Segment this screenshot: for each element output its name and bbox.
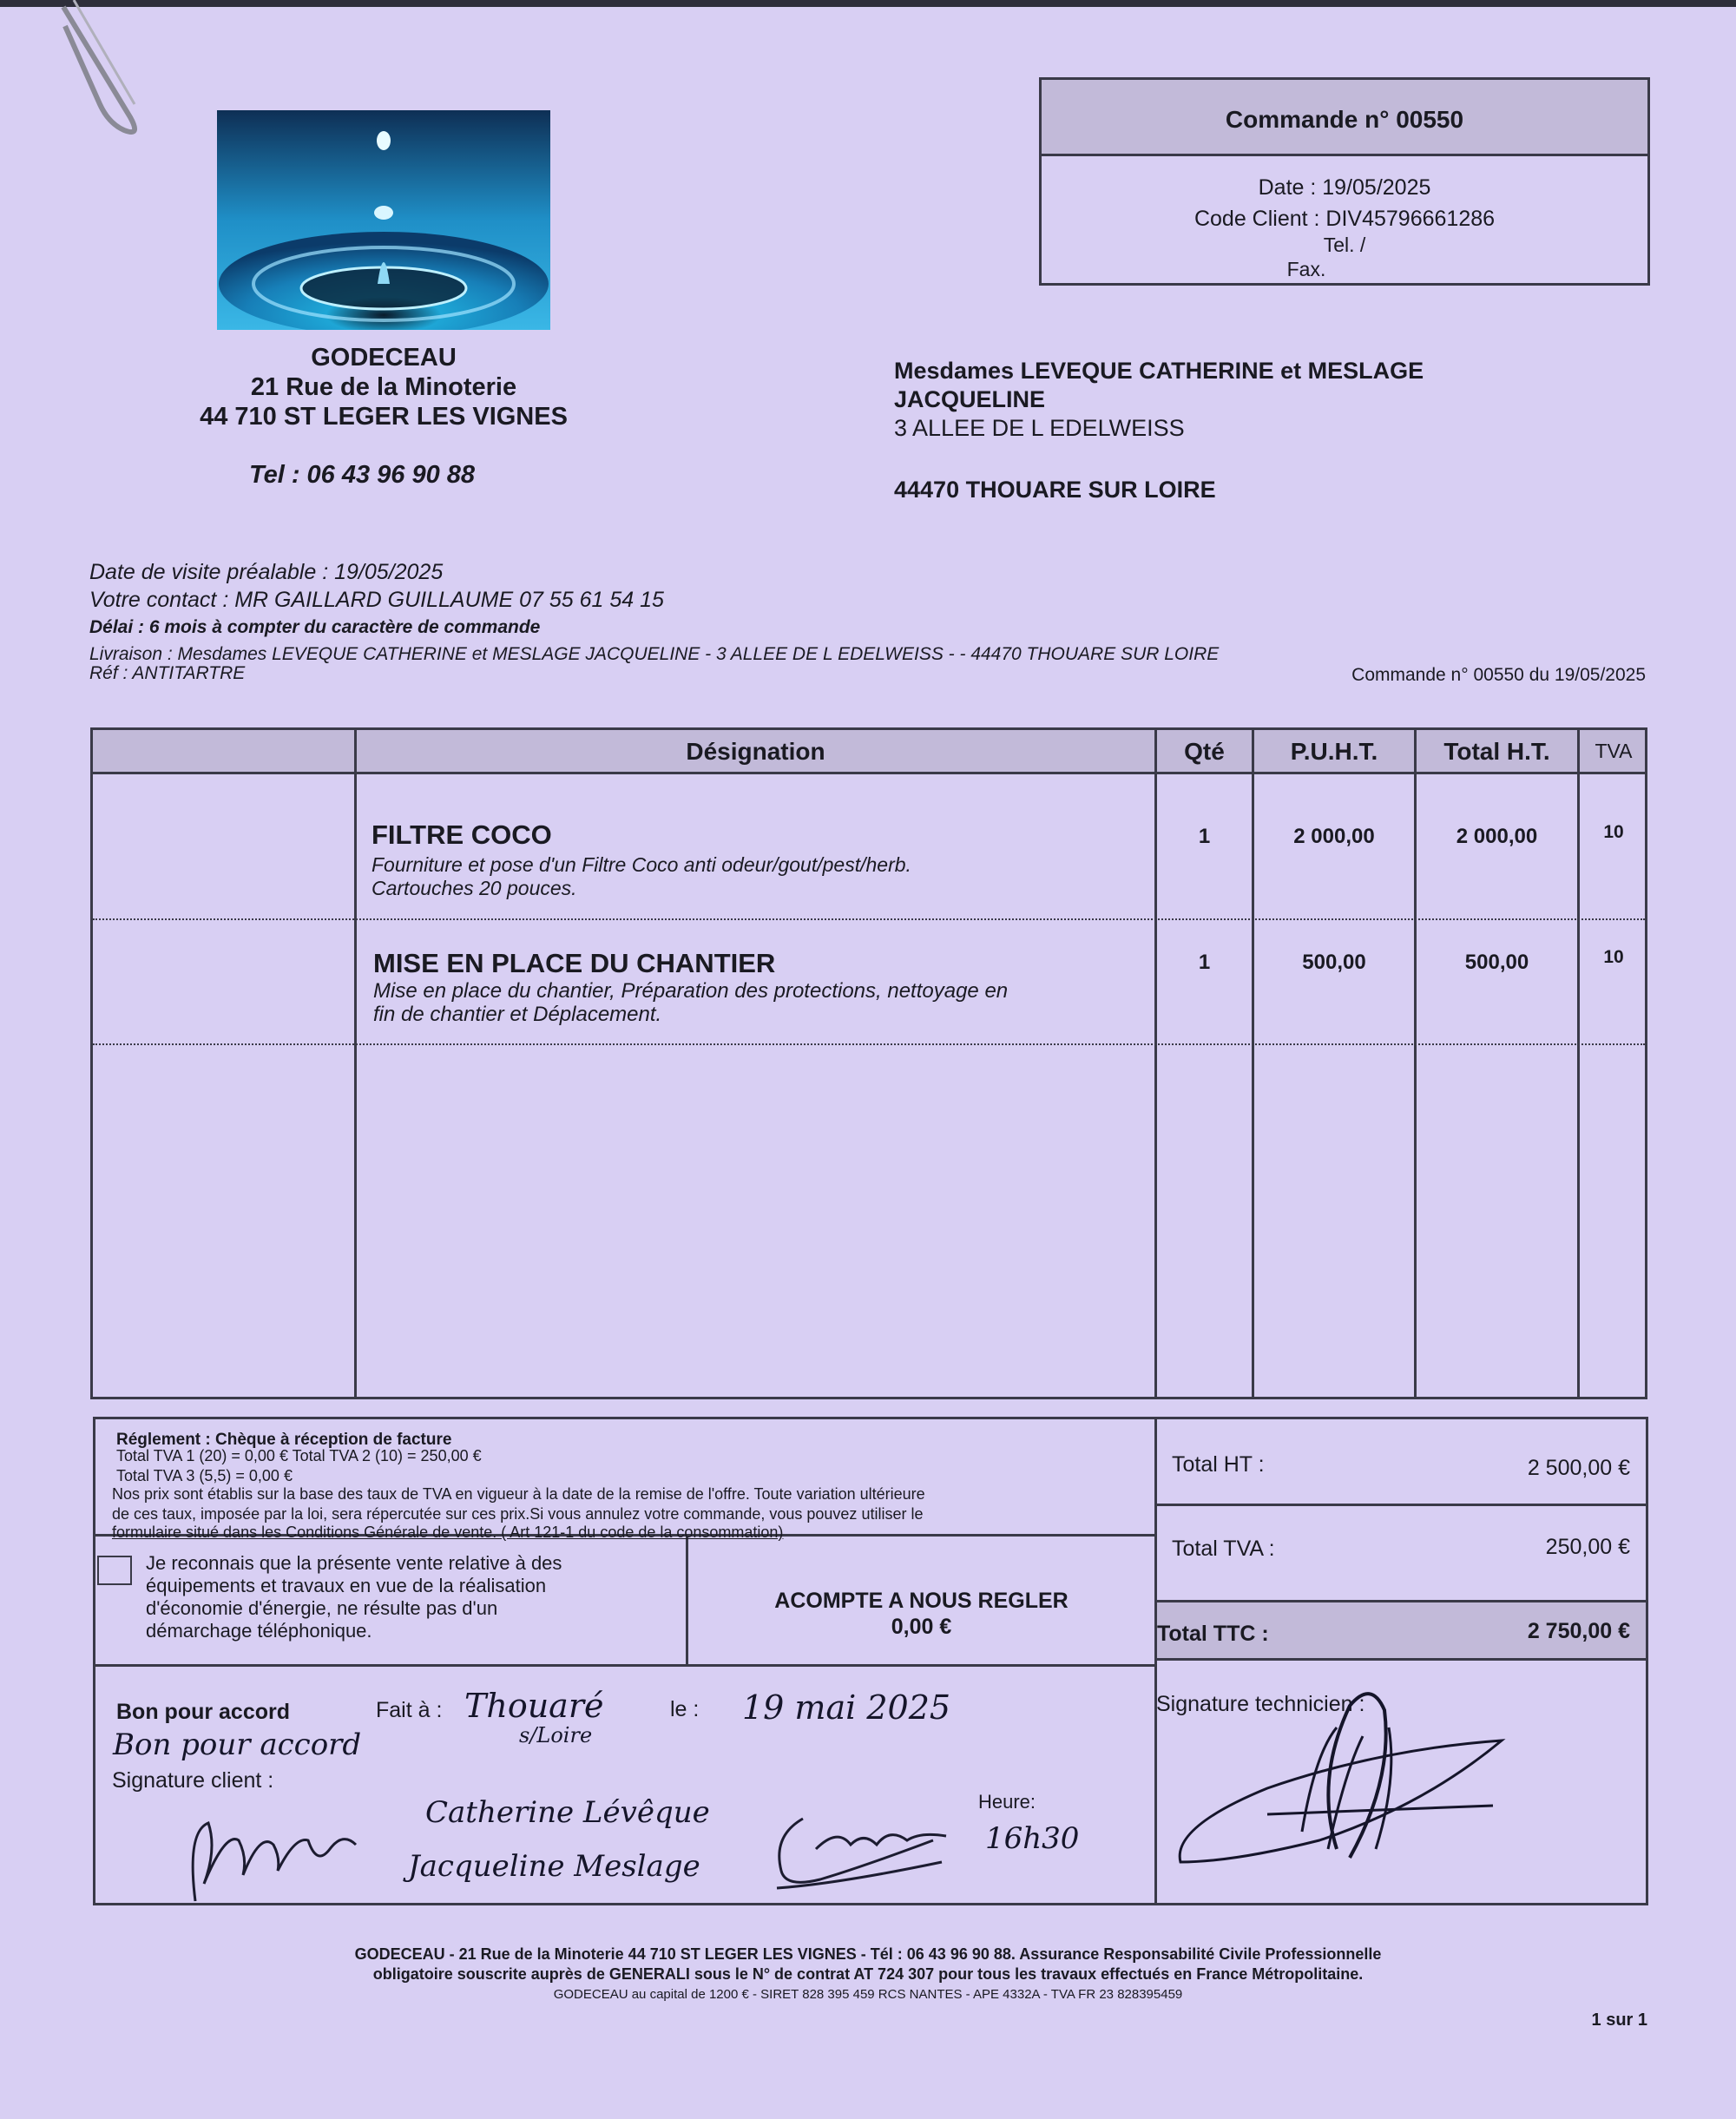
row-desc: Mise en place du chantier, Préparation des protections, nettoyage en	[373, 979, 1009, 1003]
handwritten-date: 19 mai 2025	[742, 1688, 951, 1727]
row-title: MISE EN PLACE DU CHANTIER	[373, 948, 776, 978]
row-total: 500,00	[1464, 951, 1529, 974]
recipient-name-line2: JACQUELINE	[894, 386, 1046, 412]
company-street: 21 Rue de la Minoterie	[250, 373, 517, 401]
footer-line1: GODECEAU - 21 Rue de la Minoterie 44 710 ST LEGER LES VIGNES - Tél : 06 43 96 90 88. Assurance Responsabilité Civile Professionnelle	[354, 1945, 1382, 1963]
deposit-amount: 0,00 €	[891, 1615, 952, 1639]
reference: Réf : ANTITARTRE	[89, 663, 246, 683]
row-pu: 2 000,00	[1293, 825, 1375, 848]
payment-line: Total TVA 1 (20) = 0,00 € Total TVA 2 (10) = 250,00 €	[116, 1447, 482, 1464]
company-logo	[217, 110, 550, 330]
handwritten-place: Thouaré	[464, 1687, 604, 1725]
row-desc: Fourniture et pose d'un Filtre Coco anti odeur/gout/pest/herb.	[372, 853, 911, 876]
total-ht-label: Total HT :	[1172, 1452, 1265, 1477]
client-fax: Fax.	[1286, 258, 1326, 280]
header-qty: Qté	[1184, 738, 1225, 765]
technician-signature	[1163, 1675, 1510, 1875]
row-total: 2 000,00	[1456, 825, 1538, 848]
recipient-city: 44470 THOUARE SUR LOIRE	[894, 477, 1216, 503]
acknowledge-text: démarchage téléphonique.	[146, 1620, 372, 1642]
acknowledge-text: équipements et travaux en vue de la réalisation	[146, 1575, 547, 1596]
acknowledge-text: Je reconnais que la présente vente relative à des	[146, 1552, 562, 1574]
paperclip-icon	[48, 0, 152, 139]
row-desc: fin de chantier et Déplacement.	[373, 1003, 662, 1026]
row-title: FILTRE COCO	[372, 819, 552, 850]
row-pu: 500,00	[1302, 951, 1366, 974]
client-signature	[178, 1797, 369, 1910]
order-date: Date : 19/05/2025	[1258, 175, 1431, 200]
total-ttc-label: Total TTC :	[1157, 1622, 1269, 1646]
handwritten-name: Catherine Lévêque	[425, 1795, 710, 1830]
total-ttc-value: 2 750,00 €	[1527, 1619, 1630, 1643]
made-at-label: Fait à :	[376, 1698, 443, 1722]
delivery: Livraison : Mesdames LEVEQUE CATHERINE et MESLAGE JACQUELINE - 3 ALLEE DE L EDELWEISS - - 44470 THOUARE SUR LOIRE	[89, 644, 1220, 664]
hour-label: Heure:	[978, 1791, 1036, 1813]
payment-title: Réglement : Chèque à réception de facture	[116, 1431, 452, 1449]
contact: Votre contact : MR GAILLARD GUILLAUME 07 55 61 54 15	[89, 588, 664, 612]
row-tva: 10	[1603, 822, 1624, 842]
row-tva: 10	[1603, 947, 1624, 967]
order-reference: Commande n° 00550 du 19/05/2025	[1351, 665, 1646, 685]
footer-line2: obligatoire souscrite auprès de GENERALI sous le N° de contrat AT 724 307 pour tous les travaux effectués en France Métropolitaine.	[372, 1965, 1364, 1983]
payment-line: Total TVA 3 (5,5) = 0,00 €	[116, 1467, 293, 1484]
recipient-street: 3 ALLEE DE L EDELWEISS	[894, 415, 1185, 441]
row-qty: 1	[1198, 825, 1211, 848]
order-number: Commande n° 00550	[1225, 106, 1464, 133]
deposit-label: ACOMPTE A NOUS REGLER	[774, 1589, 1069, 1613]
header-total: Total H.T.	[1443, 738, 1550, 765]
acknowledge-text: d'économie d'énergie, ne résulte pas d'un	[146, 1597, 498, 1619]
row-qty: 1	[1198, 951, 1211, 974]
header-designation: Désignation	[686, 738, 825, 765]
page-number: 1 sur 1	[1591, 2010, 1647, 2030]
client-code: Code Client : DIV45796661286	[1194, 207, 1496, 231]
total-tva-value: 250,00 €	[1545, 1535, 1630, 1559]
client-signature-2	[768, 1801, 959, 1897]
recipient-name-line1: Mesdames LEVEQUE CATHERINE et MESLAGE	[894, 358, 1424, 384]
technician-signature-label: Signature technicien :	[1156, 1692, 1365, 1716]
delay: Délai : 6 mois à compter du caractère de commande	[89, 617, 541, 637]
agreement-label: Bon pour accord	[116, 1700, 291, 1724]
payment-line: de ces taux, imposée par la loi, sera répercutée sur ces prix.Si vous annulez votre commande, vous pouvez utiliser le	[112, 1505, 924, 1523]
handwritten-place-2: s/Loire	[519, 1723, 593, 1747]
client-tel: Tel. /	[1323, 234, 1366, 256]
total-tva-label: Total TVA :	[1172, 1537, 1275, 1561]
company-phone: Tel : 06 43 96 90 88	[248, 461, 476, 489]
handwritten-name: Jacqueline Meslage	[408, 1849, 700, 1884]
handwritten-agreement: Bon pour accord	[113, 1727, 362, 1762]
payment-line: formulaire situé dans les Conditions Générale de vente. ( Art 121-1 du code de la consommation)	[112, 1523, 784, 1541]
handwritten-hour: 16h30	[985, 1821, 1080, 1856]
client-signature-label: Signature client :	[112, 1768, 274, 1793]
footer-line3: GODECEAU au capital de 1200 € - SIRET 828 395 459 RCS NANTES - APE 4332A - TVA FR 23 828395459	[553, 1987, 1183, 2002]
total-ht-value: 2 500,00 €	[1527, 1456, 1630, 1480]
row-desc: Cartouches 20 pouces.	[372, 877, 577, 899]
company-name: GODECEAU	[311, 344, 457, 372]
header-pu: P.U.H.T.	[1290, 738, 1378, 765]
date-label: le :	[670, 1697, 700, 1721]
page-top-edge	[0, 0, 1736, 7]
acknowledge-checkbox[interactable]	[97, 1556, 132, 1585]
company-city: 44 710 ST LEGER LES VIGNES	[200, 403, 568, 431]
visit-date: Date de visite préalable : 19/05/2025	[89, 560, 444, 584]
payment-line: Nos prix sont établis sur la base des taux de TVA en vigueur à la date de la remise de l'offre. Toute variation ultérieure	[112, 1485, 925, 1503]
header-tva: TVA	[1595, 740, 1633, 762]
